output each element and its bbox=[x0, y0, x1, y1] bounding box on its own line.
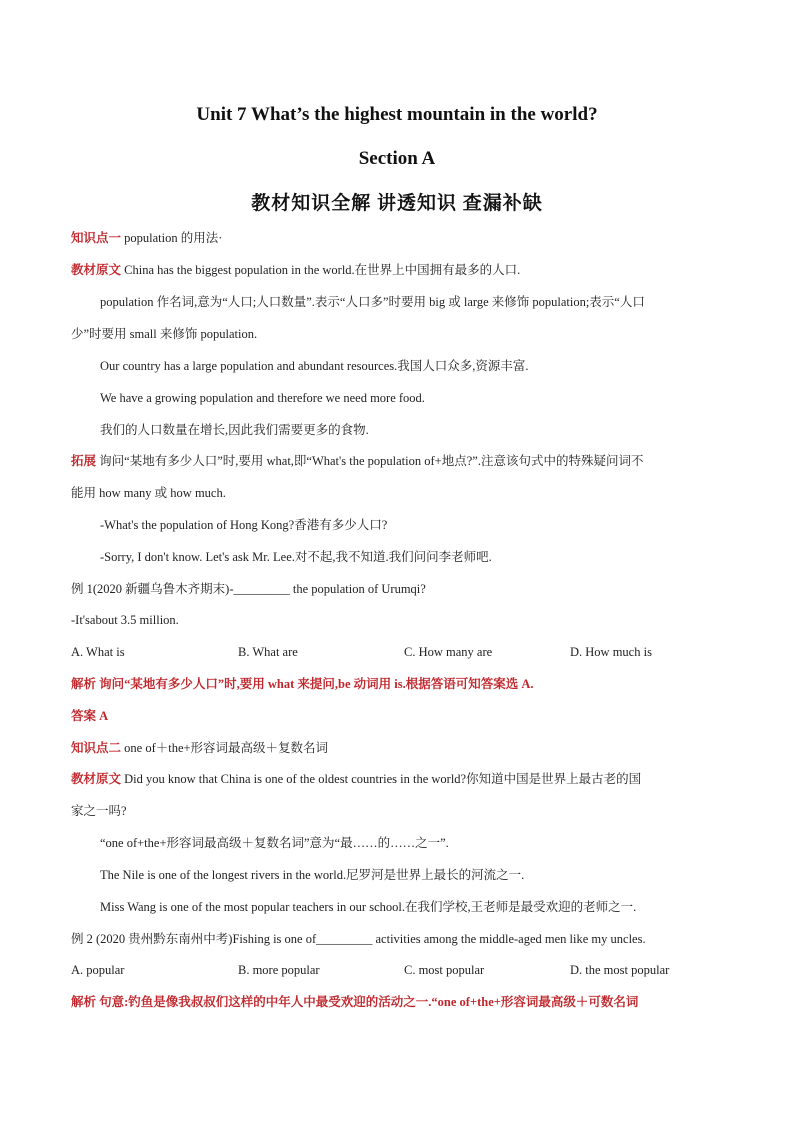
example-2-analysis-text: 句意:钓鱼是像我叔叔们这样的中年人中最受欢迎的活动之一.“one of+the+形容词最高级＋可数名词 bbox=[96, 995, 639, 1009]
example-1-answer-line: -It'sabout 3.5 million. bbox=[71, 613, 179, 627]
example-2-question: 例 2 (2020 贵州黔东南州中考)Fishing is one of_________ activities among the middle-aged men like my uncles. bbox=[71, 932, 646, 946]
example-1-option-b: B. What are bbox=[238, 645, 298, 659]
kp1-source bbox=[71, 261, 520, 279]
kp2-heading bbox=[71, 739, 328, 757]
kp1-extension-label: 拓展 bbox=[71, 454, 97, 468]
kp2-para: “one of+the+形容词最高级＋复数名词”意为“最……的……之一”. bbox=[100, 836, 449, 850]
example-1-question: 例 1(2020 新疆乌鲁木齐期末)-_________ the population of Urumqi? bbox=[71, 582, 426, 596]
kp1-extension-line2: 能用 how many 或 how much. bbox=[71, 486, 226, 500]
kp1-example-3: 我们的人口数量在增长,因此我们需要更多的食物. bbox=[100, 423, 369, 437]
kp1-label: 知识点一 bbox=[71, 231, 122, 245]
example-2-analysis-label: 解析 bbox=[71, 995, 97, 1009]
kp1-source-label: 教材原文 bbox=[71, 263, 122, 277]
example-2-option-a: A. popular bbox=[71, 963, 125, 977]
example-1-option-a: A. What is bbox=[71, 645, 125, 659]
example-1-analysis bbox=[71, 675, 534, 693]
kp2-source-line2: 家之一吗? bbox=[71, 804, 127, 818]
kp2-text: one of＋the+形容词最高级＋复数名词 bbox=[121, 741, 329, 755]
kp2-source-label: 教材原文 bbox=[71, 772, 122, 786]
kp1-para-line1: population 作名词,意为“人口;人口数量”.表示“人口多”时要用 big 或 large 来修饰 population;表示“人口 bbox=[100, 295, 645, 309]
kp1-heading bbox=[71, 229, 222, 247]
unit-title: Unit 7 What’s the highest mountain in the world? bbox=[196, 104, 598, 125]
example-1-key bbox=[71, 707, 108, 725]
kp1-text: population 的用法· bbox=[121, 231, 223, 245]
kp1-dialog-2: -Sorry, I don't know. Let's ask Mr. Lee.对不起,我不知道.我们问问李老师吧. bbox=[100, 550, 492, 564]
kp1-example-1: Our country has a large population and abundant resources.我国人口众多,资源丰富. bbox=[100, 359, 529, 373]
kp1-extension bbox=[71, 452, 643, 470]
kp1-example-2: We have a growing population and therefore we need more food. bbox=[100, 391, 425, 405]
example-1-analysis-text: 询问“某地有多少人口”时,要用 what 来提问,be 动词用 is.根据答语可知答案选 A. bbox=[96, 677, 534, 691]
kp2-example-2: Miss Wang is one of the most popular teachers in our school.在我们学校,王老师是最受欢迎的老师之一. bbox=[100, 900, 637, 914]
example-1-key-text: A bbox=[96, 709, 109, 723]
kp1-source-text: China has the biggest population in the world.在世界上中国拥有最多的人口. bbox=[121, 263, 521, 277]
kp2-label: 知识点二 bbox=[71, 741, 122, 755]
kp1-dialog-1: -What's the population of Hong Kong?香港有多少人口? bbox=[100, 518, 388, 532]
example-1-analysis-label: 解析 bbox=[71, 677, 97, 691]
kp1-para-line2: 少”时要用 small 来修饰 population. bbox=[71, 327, 258, 341]
example-1-option-d: D. How much is bbox=[570, 645, 652, 659]
example-2-option-c: C. most popular bbox=[404, 963, 485, 977]
example-1-key-label: 答案 bbox=[71, 709, 97, 723]
subtitle: 教材知识全解 讲透知识 查漏补缺 bbox=[251, 193, 543, 214]
example-1-option-c: C. How many are bbox=[404, 645, 493, 659]
kp1-extension-text: 询问“某地有多少人口”时,要用 what,即“What's the population of+地点?”.注意该句式中的特殊疑问词不 bbox=[96, 454, 644, 468]
example-2-analysis bbox=[71, 993, 638, 1011]
kp2-example-1: The Nile is one of the longest rivers in the world.尼罗河是世界上最长的河流之一. bbox=[100, 868, 525, 882]
section-title: Section A bbox=[358, 148, 436, 169]
example-2-option-b: B. more popular bbox=[238, 963, 320, 977]
example-2-option-d: D. the most popular bbox=[570, 963, 670, 977]
kp2-source bbox=[71, 770, 641, 788]
kp2-source-text: Did you know that China is one of the oldest countries in the world?你知道中国是世界上最古老的国 bbox=[121, 772, 642, 786]
